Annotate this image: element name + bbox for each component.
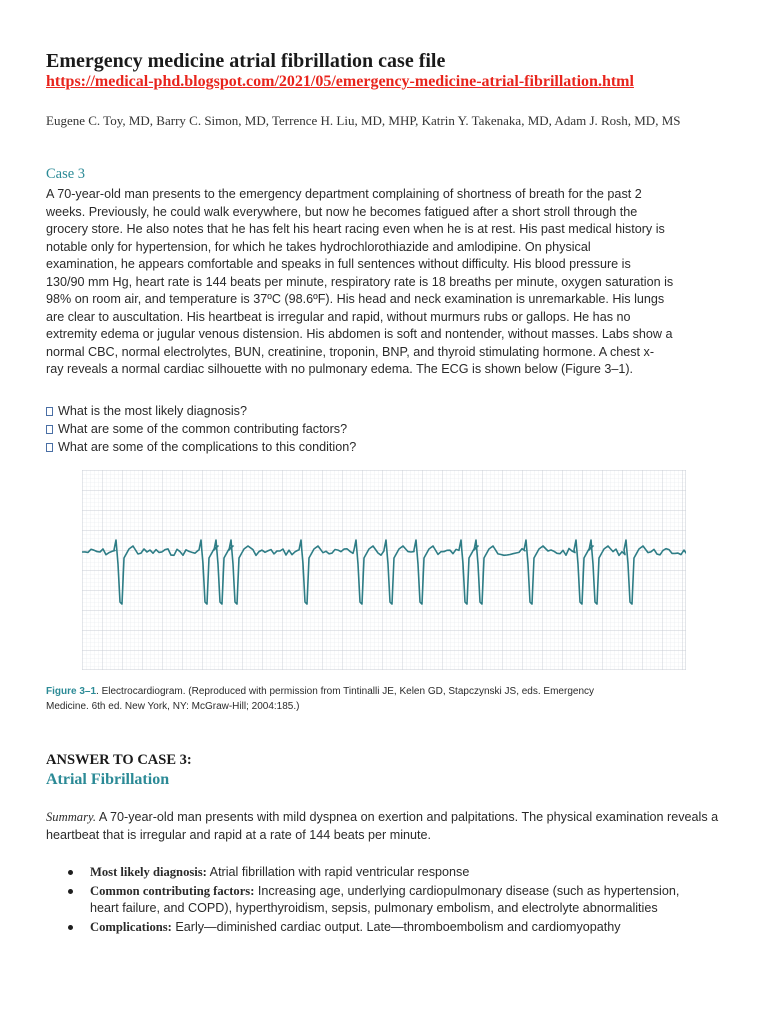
list-item: Complications: Early—diminished cardiac output. Late—thromboembolism and cardiomyopathy [68,919,708,937]
source-link[interactable]: https://medical-phd.blogspot.com/2021/05/emergency-medicine-atrial-fibrillation.html [46,73,634,90]
case-heading: Case 3 [46,166,86,182]
checkbox-icon [46,443,53,452]
summary-paragraph [46,808,726,844]
answer-diagnosis: Atrial Fibrillation [46,771,170,788]
document-title: Emergency medicine atrial fibrillation case file [46,50,446,72]
summary-text: A 70-year-old man presents with mild dyspnea on exertion and palpitations. The physical examination reveals a heartbeat that is irregular and rapid at a rate of 144 beats per minute. [46,810,719,842]
question-item: What are some of the complications to this condition? [46,438,726,456]
question-item: What are some of the common contributing factors? [46,420,726,438]
checkbox-icon [46,407,53,416]
checkbox-icon [46,425,53,434]
summary-lead: Summary. [46,810,97,824]
ecg-figure [82,470,686,670]
list-item: Most likely diagnosis: Atrial fibrillation with rapid ventricular response [68,864,708,882]
case-description: A 70-year-old man presents to the emergency department complaining of shortness of breath for the past 2 weeks. Previously, he could walk everywhere, but now he becomes fatigued after a short stroll through the grocery store. He also notes that he has felt his heart racing even when he is at rest. His past medical history is notable only for hypertension, for which he takes hydrochlorothiazide and amlodipine. On physical examination, he appears comfortable and speaks in full sentences without difficulty. His blood pressure is 130/90 mm Hg, heart rate is 144 beats per minute, respiratory rate is 18 breaths per minute, oxygen saturation is 98% on room air, and temperature is 37ºC (98.6ºF). His head and neck examination is unremarkable. His lungs are clear to auscultation. His heartbeat is irregular and rapid, without murmurs rubs or gallops. He has no extremity edema or jugular venous distension. His abdomen is soft and nontender, without masses. Labs show a normal CBC, normal electrolytes, BUN, creatinine, troponin, BNP, and thyroid stimulating hormone. A chest x- ray reveals a normal cardiac silhouette with no pulmonary edema. The ECG is shown below (Figure 3–1). [46,187,674,376]
question-list [46,402,726,456]
question-item: What is the most likely diagnosis? [46,402,726,420]
list-item: Common contributing factors: Increasing age, underlying cardiopulmonary disease (such as hypertension, heart failure, and COPD), hyperthyroidism, sepsis, pulmonary embolism, and electrolyte abnormalities [68,883,708,918]
bullet-icon [68,870,73,875]
ecg-grid [82,470,686,670]
bullet-icon [68,925,73,930]
figure-caption-text: . Electrocardiogram. (Reproduced with permission from Tintinalli JE, Kelen GD, Stapczynski JS, eds. Emergency Medicine. 6th ed. New York, NY: McGraw-Hill; 2004:185.) [46,686,595,712]
bullet-icon [68,889,73,894]
figure-caption [46,684,606,714]
answer-heading: ANSWER TO CASE 3: [46,752,192,768]
figure-label: Figure 3–1 [46,686,97,697]
author-list: Eugene C. Toy, MD, Barry C. Simon, MD, Terrence H. Liu, MD, MHP, Katrin Y. Takenaka, MD, Adam J. Rosh, MD, MS [46,113,681,128]
key-points-list [68,864,708,937]
